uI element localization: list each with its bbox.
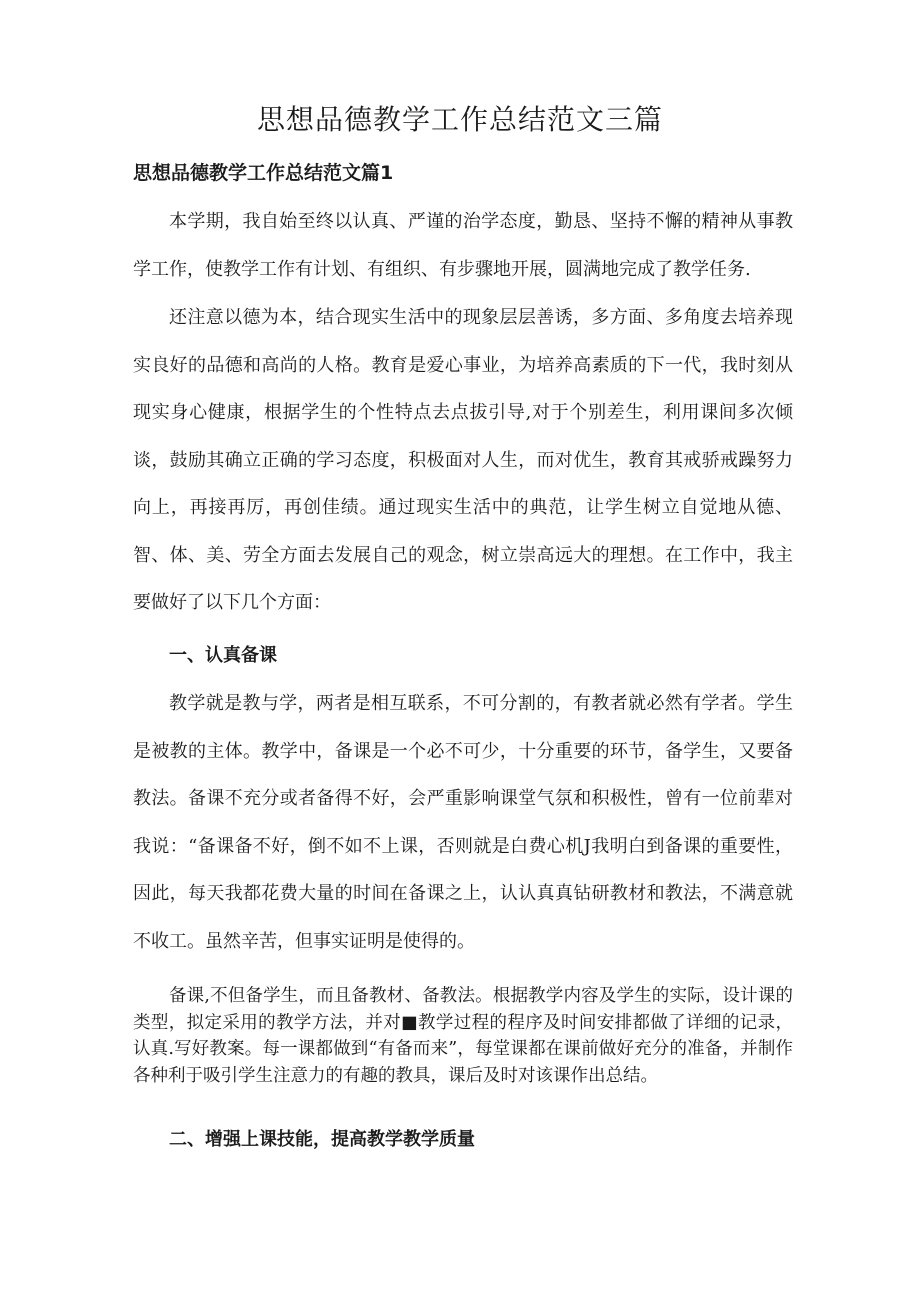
subheading-lesson-prep: 一、认真备课: [169, 645, 277, 666]
paragraph-intro: 本学期，我自始至终以认真、严谨的治学态度，勤恳、坚持不懈的精神从事教学工作，使教学工作有计划、有组织、有步骤地开展，圆满地完成了教学任务.: [133, 211, 793, 280]
section-heading: 思想品德教学工作总结范文篇1: [133, 162, 394, 184]
paragraph-moral-education: 还注意以德为本，结合现实生活中的现象层层善诱，多方面、多角度去培养现实良好的品德和高尚的人格。教育是爱心事业，为培养高素质的下一代，我时刻从现实身心健康，根据学生的个性特点去点拔引导,对于个别差生，利用课间多次倾谈，鼓励其确立正确的学习态度，积极面对人生，而对优生，教育其戒骄戒躁努力向上，再接再厉，再创佳绩。通过现实生活中的典范，让学生树立自觉地从德、智、体、美、劳全方面去发展自己的观念，树立崇高远大的理想。在工作中，我主要做好了以下几个方面：: [133, 307, 793, 613]
document-title: 思想品德教学工作总结范文三篇: [256, 103, 663, 136]
paragraph-lesson-prep-details: 备课,不但备学生，而且备教材、备教法。根据教学内容及学生的实际，设计课的类型，拟定采用的教学方法，并对■教学过程的程序及时间安排都做了详细的记录，认真.写好教案。每一课都做到“有备而来”，每堂课都在课前做好充分的准备，并制作各种利于吸引学生注意力的有趣的教具，课后及时对该课作出总结。: [133, 986, 793, 1086]
subheading-teaching-skills: 二、增强上课技能，提高教学教学质量: [169, 1129, 475, 1150]
paragraph-teaching-relationship: 教学就是教与学，两者是相互联系，不可分割的，有教者就必然有学者。学生是被教的主体。教学中，备课是一个必不可少，十分重要的环节，备学生，又要备教法。备课不充分或者备得不好，会严重影响课堂气氛和积极性，曾有一位前辈对我说：“备课备不好，倒不如不上课，否则就是白费心机J我明白到备课的重要性，因此，每天我都花费大量的时间在备课之上，认认真真钻研教材和教法，不满意就不收工。虽然辛苦，但事实证明是使得的。: [133, 693, 793, 952]
